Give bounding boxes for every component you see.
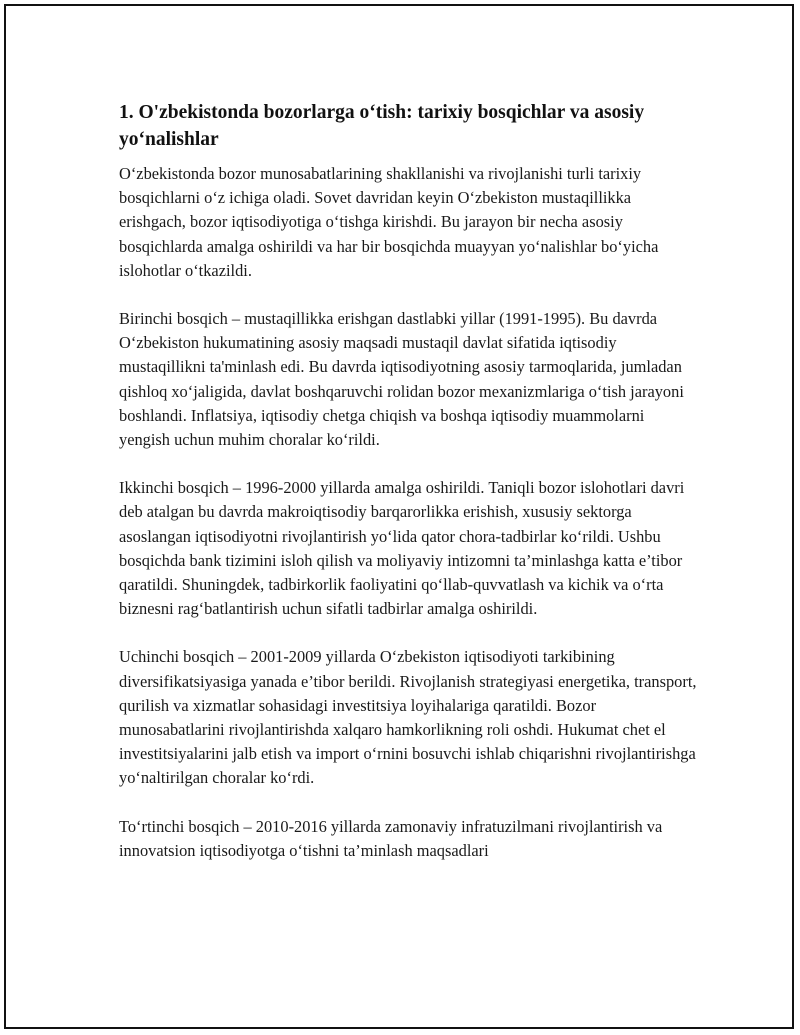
section-heading: 1. O'zbekistonda bozorlarga o‘tish: tarixiy bosqichlar va asosiy yo‘nalishlar bbox=[119, 102, 645, 150]
page-frame bbox=[4, 4, 794, 1029]
paragraph-stage-1: Birinchi bosqich – mustaqillikka erishgan dastlabki yillar (1991-1995). Bu davrda O‘zbekiston hukumatining asosiy maqsadi mustaqil davlat sifatida iqtisodiy mustaqillikni ta'minlash edi. Bu davrda iqtisodiyotning asosiy tarmoqlarida, jumladan qishloq xo‘jaligida, davlat boshqaruvchi rolidan bozor mexanizmlariga o‘tish jarayoni boshlandi. Inflatsiya, iqtisodiy chetga chiqish va boshqa iqtisodiy muammolarni yengish uchun muhim choralar ko‘rildi. bbox=[119, 309, 684, 450]
paragraph-stage-2: Ikkinchi bosqich – 1996-2000 yillarda amalga oshirildi. Taniqli bozor islohotlari davri deb atalgan bu davrda makroiqtisodiy barqarorlikka erishish, xususiy sektorga asoslangan iqtisodiyotni rivojlantirish yo‘lida qator chora-tadbirlar ko‘rildi. Ushbu bosqichda bank tizimini isloh qilish va moliyaviy intizomni ta’minlashga katta e’tibor qaratildi. Shuningdek, tadbirkorlik faoliyatini qo‘llab-quvvatlash va kichik va o‘rta biznesni rag‘batlantirish uchun sifatli tadbirlar amalga oshirildi. bbox=[119, 478, 685, 619]
paragraph-stage-3: Uchinchi bosqich – 2001-2009 yillarda O‘zbekiston iqtisodiyoti tarkibining diversifikatsiyasiga yanada e’tibor berildi. Rivojlanish strategiyasi energetika, transport, qurilish va xizmatlar sohasidagi investitsiya loyihalariga qaratildi. Bozor munosabatlarini rivojlantirishda xalqaro hamkorlikning roli oshdi. Hukumat chet el investitsiyalarini jalb etish va import o‘rnini bosuvchi ishlab chiqarishni rivojlantirishga yo‘naltirilgan choralar ko‘rdi. bbox=[119, 647, 697, 788]
paragraph-intro: O‘zbekistonda bozor munosabatlarining shakllanishi va rivojlanishi turli tarixiy bosqichlarni o‘z ichiga oladi. Sovet davridan keyin O‘zbekiston mustaqillikka erishgach, bozor iqtisodiyotiga o‘tishga kirishdi. Bu jarayon bir necha asosiy bosqichlarda amalga oshirildi va har bir bosqichda muayyan yo‘nalishlar bo‘yicha islohotlar o‘tkazildi. bbox=[119, 164, 659, 280]
paragraph-stage-4: To‘rtinchi bosqich – 2010-2016 yillarda zamonaviy infratuzilmani rivojlantirish va innovatsion iqtisodiyotga o‘tishni ta’minlash maqsadlari bbox=[119, 816, 663, 860]
document-body bbox=[119, 99, 699, 887]
